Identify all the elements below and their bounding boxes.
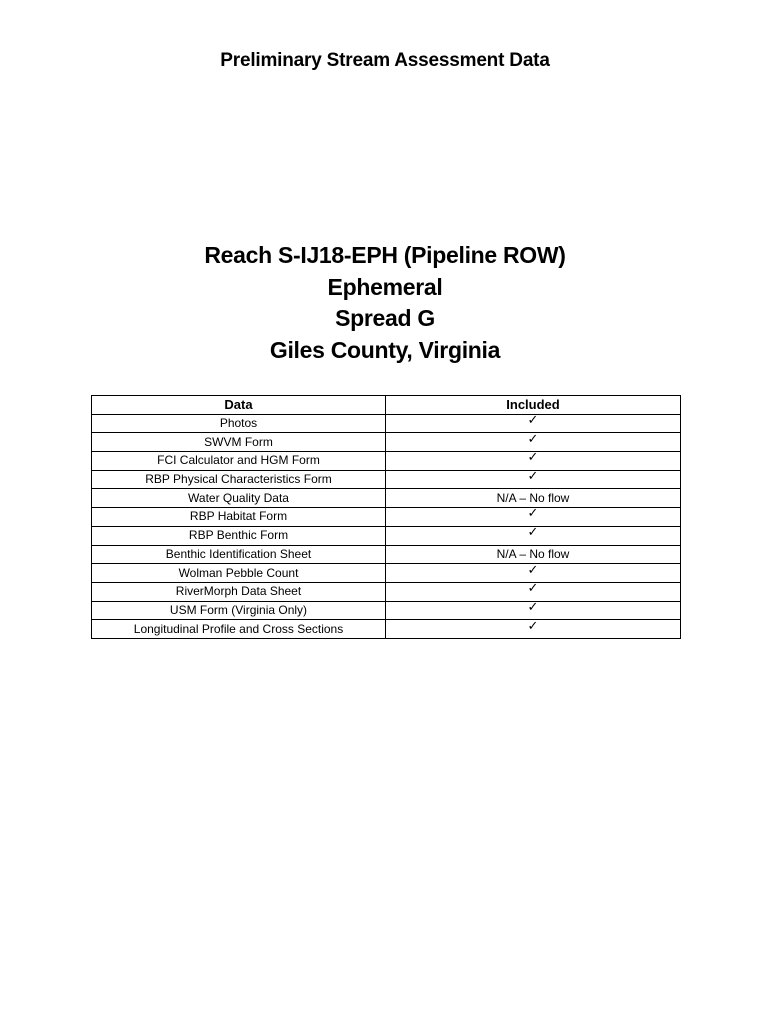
table-row <box>92 564 681 583</box>
data-item-cell: Wolman Pebble Count <box>92 564 386 583</box>
table-row <box>92 414 681 433</box>
data-item-cell: RBP Habitat Form <box>92 508 386 527</box>
data-item-cell: Water Quality Data <box>92 489 386 508</box>
table-row <box>92 489 681 508</box>
table-row <box>92 620 681 639</box>
check-icon: ✓ <box>527 619 539 634</box>
table-header-row <box>92 396 681 415</box>
check-icon: ✓ <box>527 526 539 541</box>
spread-name: Spread G <box>335 305 435 331</box>
data-item-cell: Longitudinal Profile and Cross Sections <box>92 620 386 639</box>
included-cell <box>386 414 681 433</box>
included-cell <box>386 601 681 620</box>
table-row <box>92 601 681 620</box>
column-header-included: Included <box>386 396 681 415</box>
check-icon: ✓ <box>527 470 539 485</box>
check-icon: ✓ <box>527 507 539 522</box>
table-row <box>92 545 681 564</box>
included-cell: N/A – No flow <box>386 545 681 564</box>
table-row <box>92 452 681 471</box>
table-body <box>92 414 681 638</box>
data-item-cell: FCI Calculator and HGM Form <box>92 452 386 471</box>
included-cell <box>386 582 681 601</box>
check-icon: ✓ <box>527 601 539 615</box>
included-cell <box>386 526 681 545</box>
check-icon: ✓ <box>527 582 539 597</box>
table-row <box>92 526 681 545</box>
included-cell <box>386 470 681 489</box>
check-icon: ✓ <box>527 451 539 466</box>
included-cell <box>386 508 681 527</box>
data-item-cell: RBP Benthic Form <box>92 526 386 545</box>
data-item-cell: Photos <box>92 414 386 433</box>
column-header-data: Data <box>92 396 386 415</box>
check-icon: ✓ <box>527 432 539 447</box>
check-icon: ✓ <box>527 414 539 429</box>
location: Giles County, Virginia <box>269 336 501 363</box>
reach-heading <box>0 240 770 366</box>
table-row <box>92 470 681 489</box>
included-cell <box>386 620 681 639</box>
table-row <box>92 582 681 601</box>
data-item-cell: RiverMorph Data Sheet <box>92 582 386 601</box>
included-cell <box>386 433 681 452</box>
check-icon: ✓ <box>527 563 539 578</box>
table-row <box>92 508 681 527</box>
data-item-cell: Benthic Identification Sheet <box>92 545 386 564</box>
included-cell <box>386 452 681 471</box>
reach-name: Reach S-IJ18-EPH (Pipeline ROW) <box>204 242 566 268</box>
included-cell <box>386 564 681 583</box>
data-item-cell: USM Form (Virginia Only) <box>92 601 386 620</box>
data-item-cell: SWVM Form <box>92 433 386 452</box>
included-cell: N/A – No flow <box>386 489 681 508</box>
data-inventory-table <box>91 395 681 639</box>
table-row <box>92 433 681 452</box>
data-item-cell: RBP Physical Characteristics Form <box>92 470 386 489</box>
flow-type: Ephemeral <box>327 273 443 300</box>
document-title: Preliminary Stream Assessment Data <box>220 50 550 71</box>
